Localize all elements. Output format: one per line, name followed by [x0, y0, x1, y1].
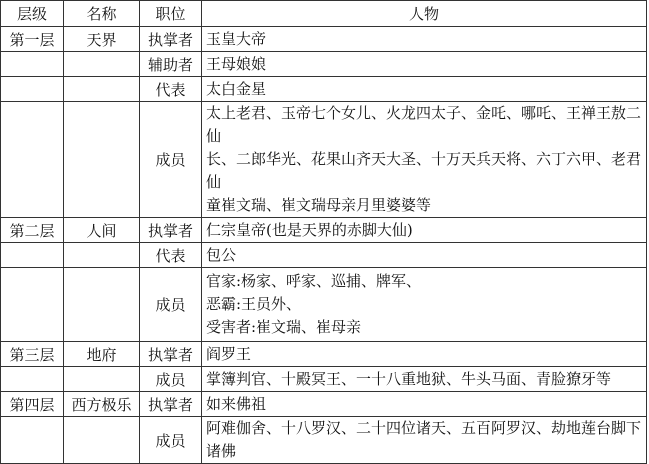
- layer-name-cell: 人间: [64, 218, 140, 243]
- empty-cell: [1, 367, 64, 392]
- empty-cell: [64, 417, 140, 464]
- table-row: [1, 77, 647, 102]
- people-line: 掌簿判官、十殿冥王、一十八重地狱、牛头马面、青脸獠牙等: [206, 369, 612, 388]
- header-row: [1, 1, 647, 27]
- empty-cell: [64, 102, 140, 218]
- table-row: [1, 268, 647, 342]
- people-cell: [202, 268, 647, 342]
- layer-level-cell: 第四层: [1, 392, 64, 417]
- layer-name-cell: 西方极乐: [64, 392, 140, 417]
- people-line: 恶霸:王员外、: [206, 295, 302, 313]
- empty-cell: [1, 102, 64, 218]
- role-cell: 执掌者: [140, 392, 202, 417]
- table-row: [1, 417, 647, 464]
- header-people: 人物: [202, 1, 647, 27]
- role-cell: 辅助者: [140, 52, 202, 77]
- empty-cell: [1, 52, 64, 77]
- people-cell: [202, 243, 647, 268]
- empty-cell: [1, 268, 64, 342]
- role-cell: 执掌者: [140, 342, 202, 367]
- table-row: [1, 52, 647, 77]
- people-line: 阎罗王: [206, 344, 252, 363]
- people-line: 受害者:崔文瑞、崔母亲: [206, 318, 362, 336]
- role-cell: 执掌者: [140, 218, 202, 243]
- empty-cell: [1, 417, 64, 464]
- table-row: [1, 367, 647, 392]
- people-line: 太上老君、玉帝七个女儿、火龙四太子、金吒、哪吒、王禅王敖二仙: [206, 104, 642, 145]
- people-cell: [202, 342, 647, 367]
- people-line: 玉皇大帝: [206, 29, 267, 48]
- table-row: [1, 342, 647, 367]
- people-line: 长、二郎华光、花果山齐天大圣、十万天兵天将、六丁六甲、老君仙: [206, 150, 642, 191]
- role-cell: 执掌者: [140, 27, 202, 52]
- people-cell: [202, 218, 647, 243]
- people-line: 仁宗皇帝(也是天界的赤脚大仙): [206, 220, 413, 239]
- layer-level-cell: 第三层: [1, 342, 64, 367]
- people-cell: [202, 77, 647, 102]
- people-line: 太白金星: [206, 79, 267, 98]
- role-cell: 代表: [140, 243, 202, 268]
- people-line: 阿难伽舍、十八罗汉、二十四位诸天、五百阿罗汉、劫地莲台脚下: [206, 419, 642, 437]
- table-row: [1, 243, 647, 268]
- empty-cell: [64, 243, 140, 268]
- header-level: 层级: [1, 1, 64, 27]
- role-cell: 成员: [140, 367, 202, 392]
- role-cell: 代表: [140, 77, 202, 102]
- layer-name-cell: 地府: [64, 342, 140, 367]
- people-cell: [202, 367, 647, 392]
- people-cell: [202, 392, 647, 417]
- people-cell: [202, 102, 647, 218]
- role-cell: 成员: [140, 102, 202, 218]
- header-role: 职位: [140, 1, 202, 27]
- layer-level-cell: 第一层: [1, 27, 64, 52]
- table-row: [1, 392, 647, 417]
- people-line: 诸佛: [206, 442, 237, 460]
- table-row: [1, 102, 647, 218]
- people-cell: [202, 52, 647, 77]
- role-cell: 成员: [140, 417, 202, 464]
- empty-cell: [64, 367, 140, 392]
- empty-cell: [64, 52, 140, 77]
- layer-level-cell: 第二层: [1, 218, 64, 243]
- empty-cell: [1, 77, 64, 102]
- people-line: 包公: [206, 245, 237, 264]
- empty-cell: [64, 77, 140, 102]
- role-cell: 成员: [140, 268, 202, 342]
- people-line: 官家:杨家、呼家、巡捕、牌军、: [206, 272, 422, 290]
- people-line: 王母娘娘: [206, 54, 267, 73]
- empty-cell: [1, 243, 64, 268]
- people-cell: [202, 27, 647, 52]
- layer-name-cell: 天界: [64, 27, 140, 52]
- people-cell: [202, 417, 647, 464]
- table-row: [1, 218, 647, 243]
- empty-cell: [64, 268, 140, 342]
- header-name: 名称: [64, 1, 140, 27]
- people-line: 如来佛祖: [206, 394, 267, 413]
- table-row: [1, 27, 647, 52]
- people-line: 童崔文瑞、崔文瑞母亲月里婆婆等: [206, 196, 432, 214]
